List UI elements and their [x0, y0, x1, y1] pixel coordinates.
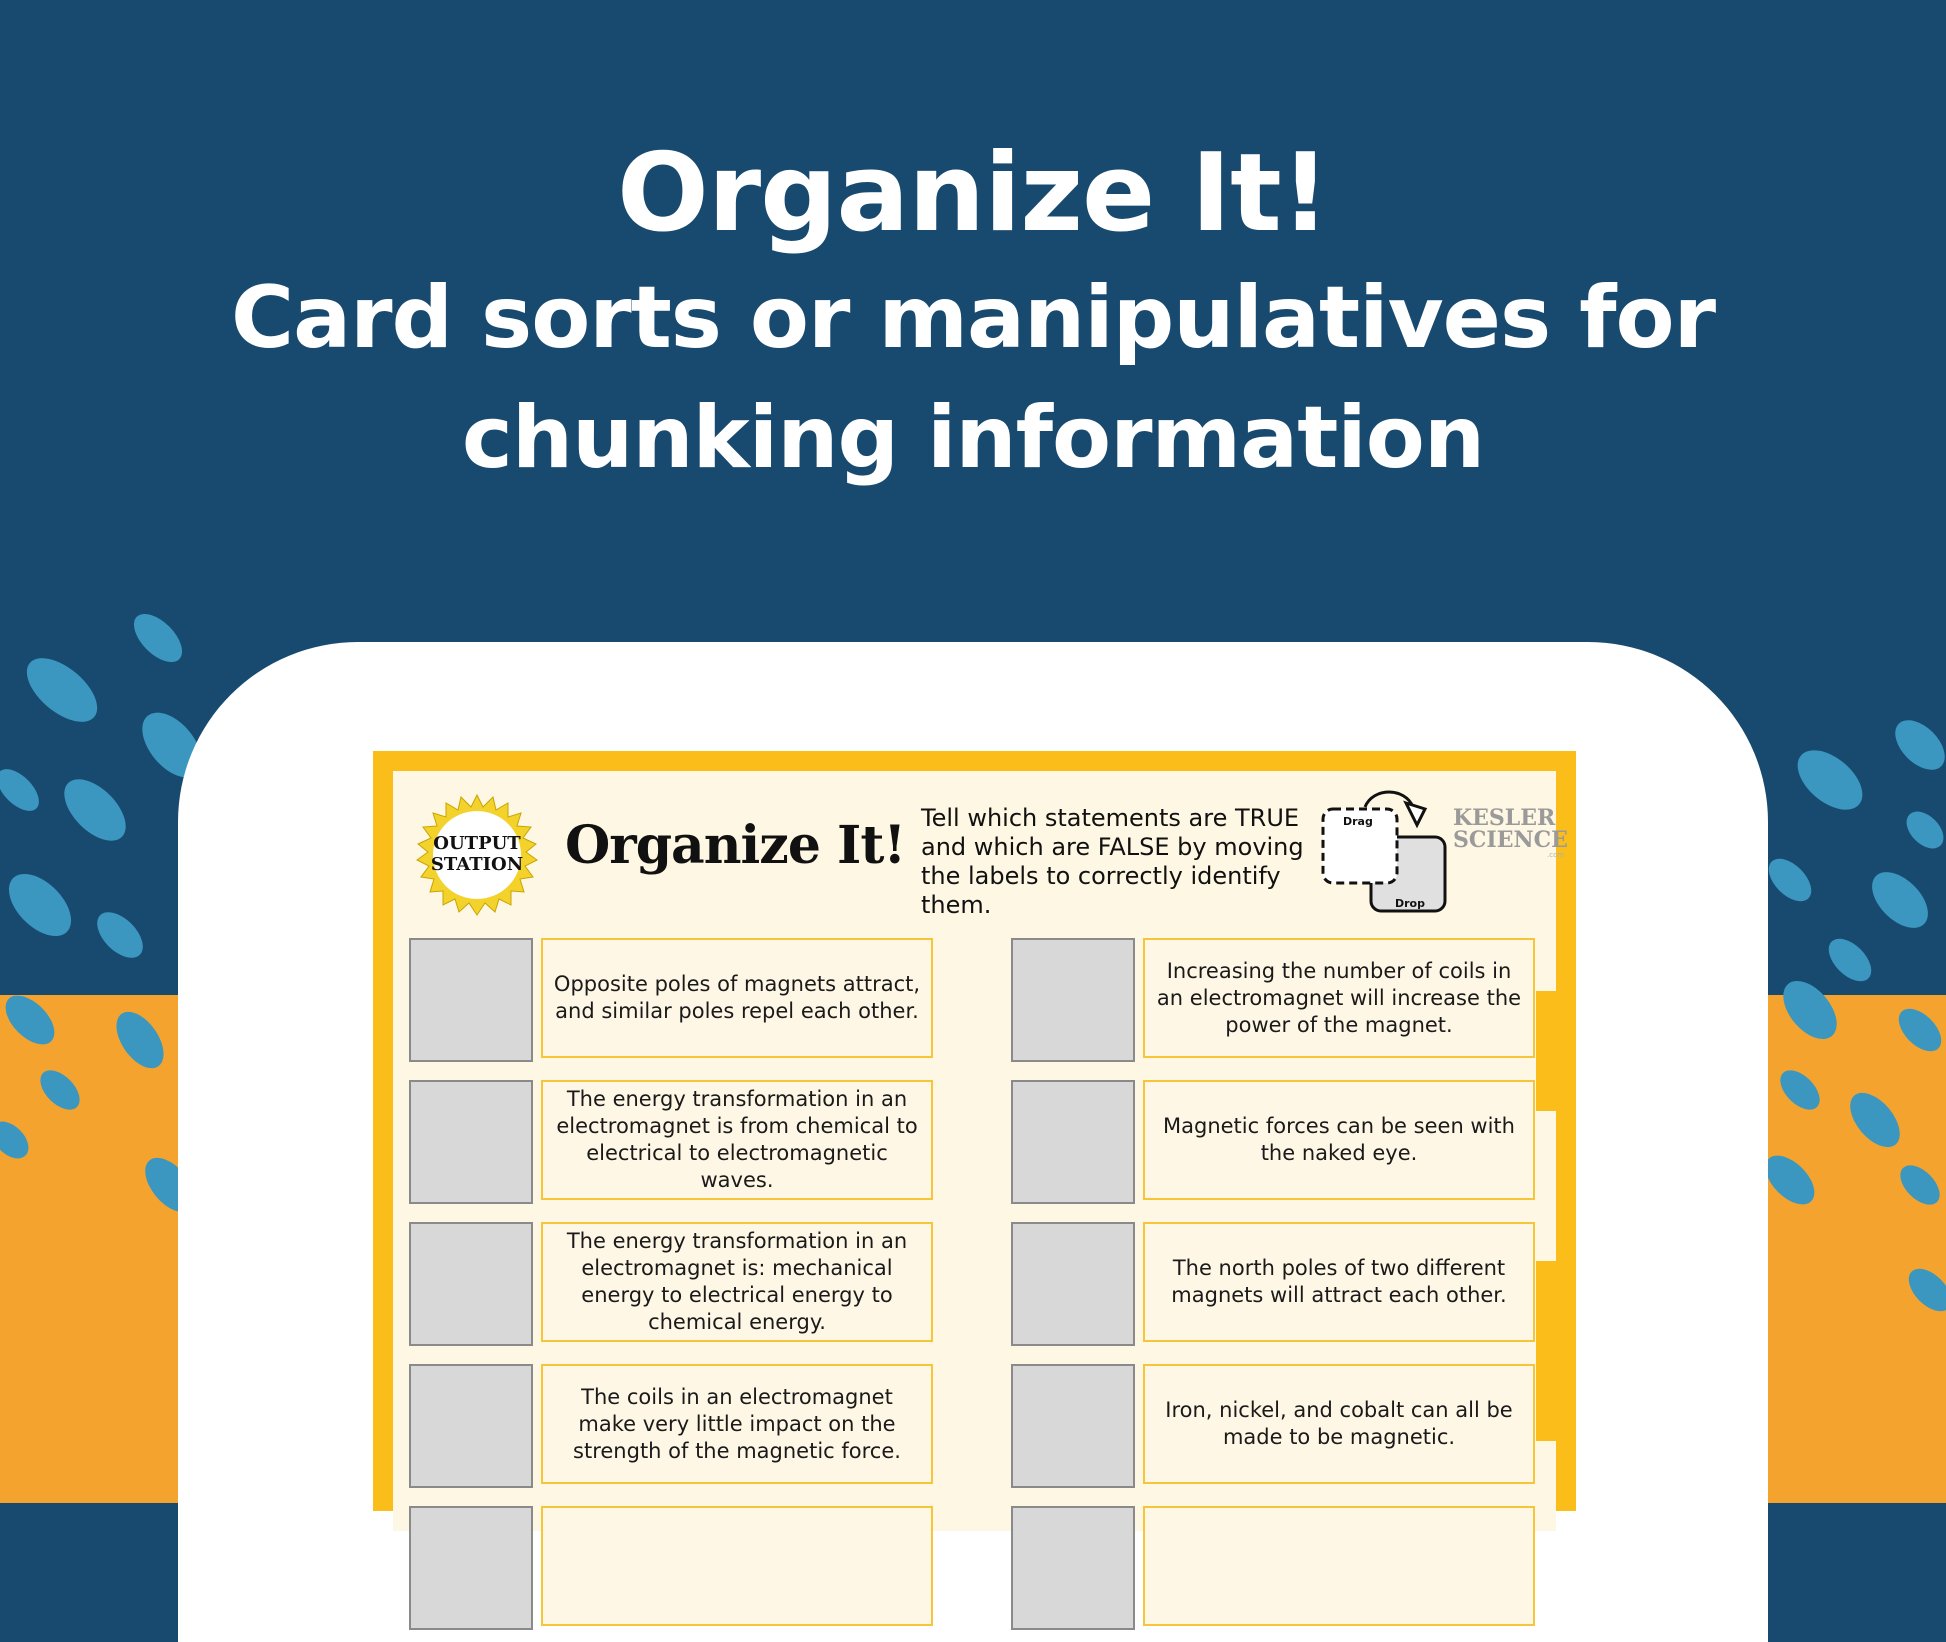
drop-label: Drop	[1395, 897, 1425, 910]
answer-drop-box[interactable]	[1011, 938, 1135, 1062]
answer-drop-box[interactable]	[1011, 1080, 1135, 1204]
headline-subtitle-line1: Card sorts or manipulatives for	[230, 268, 1716, 368]
statement-card: The energy transformation in an electromagnet is from chemical to electrical to electromagnetic waves.	[541, 1080, 933, 1200]
worksheet-instructions: Tell which statements are TRUE and which are FALSE by moving the labels to correctly identify them.	[921, 804, 1304, 919]
answer-drop-box[interactable]	[409, 1080, 533, 1204]
statement-card: The north poles of two different magnets will attract each other.	[1143, 1222, 1535, 1342]
statement-card: Increasing the number of coils in an electromagnet will increase the power of the magnet.	[1143, 938, 1535, 1058]
worksheet-preview	[373, 751, 1576, 1511]
headline-subtitle-line2: chunking information	[461, 388, 1485, 488]
headline-title: Organize It!	[617, 131, 1329, 256]
logo-line2: SCIENCE	[1453, 827, 1568, 853]
statement-card: The coils in an electromagnet make very little impact on the strength of the magnetic force.	[541, 1364, 933, 1484]
answer-drop-box[interactable]	[409, 1506, 533, 1630]
output-station-badge	[415, 833, 539, 875]
answer-drop-box[interactable]	[1011, 1222, 1135, 1346]
answer-drop-box[interactable]	[409, 1222, 533, 1346]
statement-card: Opposite poles of magnets attract, and similar poles repel each other.	[541, 938, 933, 1058]
worksheet-content	[393, 771, 1568, 1511]
logo-tag: .com	[1547, 851, 1565, 859]
kesler-science-logo	[1453, 805, 1568, 860]
statement-card: The energy transformation in an electromagnet is: mechanical energy to electrical energy to chemical energy.	[541, 1222, 933, 1342]
answer-drop-box[interactable]	[1011, 1506, 1135, 1630]
statement-card	[541, 1506, 933, 1626]
worksheet-title: Organize It!	[565, 815, 906, 876]
statement-card	[1143, 1506, 1535, 1626]
badge-line2: STATION	[430, 854, 524, 875]
statement-card: Iron, nickel, and cobalt can all be made to be magnetic.	[1143, 1364, 1535, 1484]
logo-line1: KESLER	[1453, 805, 1556, 831]
answer-drop-box[interactable]	[1011, 1364, 1135, 1488]
answer-drop-box[interactable]	[409, 938, 533, 1062]
worksheet-page	[393, 771, 1568, 1531]
statement-card: Magnetic forces can be seen with the naked eye.	[1143, 1080, 1535, 1200]
headline	[0, 130, 1946, 498]
answer-drop-box[interactable]	[409, 1364, 533, 1488]
badge-line1: OUTPUT	[433, 833, 521, 854]
drag-label: Drag	[1343, 815, 1373, 828]
drag-drop-icon	[1313, 789, 1473, 924]
